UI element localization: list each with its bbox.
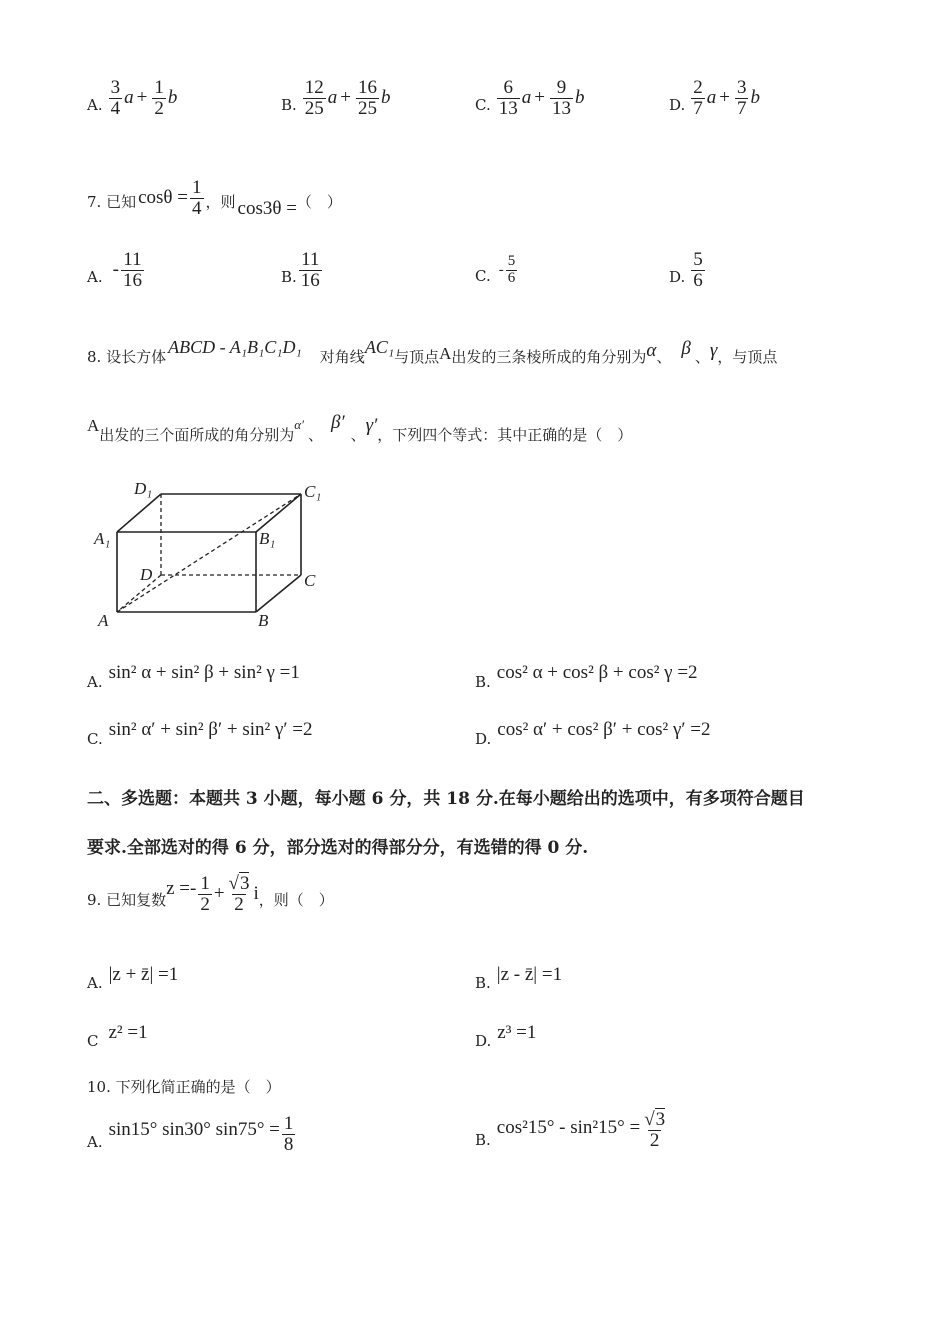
q9-option-c: C z² =1 — [87, 1022, 148, 1050]
label-B: B — [258, 611, 269, 630]
fraction: $\frac{5}{6}$ — [507, 253, 516, 286]
label-A1: A₁ — [94, 529, 111, 548]
label-C: C — [304, 571, 316, 590]
fraction: $\frac{16}{25}$ — [358, 77, 378, 119]
edge-DA — [117, 575, 161, 612]
label-B1: B₁ — [259, 529, 276, 548]
option-label: B. — [281, 96, 297, 115]
q6-option-d: D. $\frac{2}{7}$ a + $\frac{3}{7}$ b — [669, 77, 760, 119]
q8-option-d: D. cos² α′ + cos² β′ + cos² γ′ =2 — [475, 719, 711, 748]
q8-stem-line2: A 出发的三个面所成的角分别为 α′ 、 β′ 、 γ′ ，下列四个等式：其中正确的是（ ） — [87, 411, 633, 444]
fraction: $\frac{√3}{2}$ — [644, 1109, 666, 1151]
q8-option-b: B. cos² α + cos² β + cos² γ =2 — [475, 662, 698, 691]
fraction: $\frac{6}{13}$ — [498, 77, 518, 119]
q10-option-b: B. cos²15° - sin²15° = $\frac{√3}{2}$ — [475, 1109, 666, 1151]
q8-option-c: C. sin² α′ + sin² β′ + sin² γ′ =2 — [87, 719, 313, 748]
q8-option-a: A. sin² α + sin² β + sin² γ =1 — [87, 662, 300, 691]
fraction: $\frac{1}{2}$ — [200, 873, 210, 915]
q9-option-a: A. |z + z̄| =1 — [87, 964, 179, 992]
fraction: $\frac{3}{7}$ — [736, 77, 747, 119]
fraction: $\frac{9}{13}$ — [551, 77, 571, 119]
option-label: D. — [669, 96, 686, 115]
q7-stem: 7. 已知 cosθ = $\frac{1}{4}$ ，则 cos3θ = （ ） — [87, 176, 342, 219]
section-heading-line1: 二、多选题：本题共 3 小题，每小题 6 分，共 18 分.在每小题给出的选项中，有多项符合题目 — [87, 789, 805, 809]
question-number: 9. 已知复数 — [87, 890, 167, 909]
label-A: A — [98, 611, 109, 630]
q6-option-c: C. $\frac{6}{13}$ a + $\frac{9}{13}$ b — [475, 77, 585, 119]
q6-option-a: A. $\frac{3}{4}$ a + $\frac{1}{2}$ b — [87, 77, 178, 119]
q6-option-b: B. $\frac{12}{25}$ a + $\frac{16}{25}$ b — [281, 77, 391, 119]
fraction: $\frac{11}{16}$ — [300, 249, 320, 291]
option-label: C. — [475, 96, 491, 115]
q9-stem: 9. 已知复数 z =- $\frac{1}{2}$ + $\frac{√3}{2}$ i ，则（ ） — [87, 873, 334, 915]
diagonal-AC1 — [117, 494, 301, 612]
fraction: $\frac{11}{16}$ — [122, 249, 142, 291]
option-label: A. — [87, 96, 103, 115]
ask-expr: cos3θ = — [237, 198, 297, 219]
fraction: $\frac{1}{2}$ — [154, 77, 164, 119]
cuboid-figure — [90, 470, 340, 640]
edge-A1D1 — [117, 494, 161, 532]
edge-C1B1 — [256, 494, 301, 532]
q9-option-d: D. z³ =1 — [475, 1022, 537, 1050]
label-D: D — [140, 565, 153, 584]
fraction: $\frac{3}{4}$ — [110, 77, 121, 119]
fraction: $\frac{2}{7}$ — [693, 77, 703, 119]
q9-option-b: B. |z - z̄| =1 — [475, 964, 563, 992]
box-name: ABCD - A₁B₁C₁D₁ — [168, 337, 302, 357]
fraction: $\frac{1}{8}$ — [283, 1113, 294, 1155]
q10-stem: 10. 下列化简正确的是（ ） — [87, 1078, 281, 1096]
fraction: $\frac{√3}{2}$ — [228, 873, 250, 915]
q7-option-d: D. $\frac{5}{6}$ — [669, 249, 703, 291]
question-number: 7. 已知 — [87, 192, 137, 211]
q7-option-b: B. $\frac{11}{16}$ — [281, 249, 320, 291]
fraction: $\frac{1}{4}$ — [192, 176, 202, 219]
fraction: $\frac{12}{25}$ — [304, 77, 324, 119]
q8-stem-line1: 8. 设长方体 ABCD - A₁B₁C₁D₁ 对角线 AC₁ 与顶点 A 出发的三条棱所成的角分别为 α 、 β 、 γ ，与顶点 — [87, 337, 778, 366]
section-heading-line2: 要求.全部选对的得 6 分，部分选对的得部分分，有选错的得 0 分. — [87, 838, 589, 858]
edge-CB — [256, 575, 301, 612]
q7-option-a: A. - $\frac{11}{16}$ — [87, 249, 142, 291]
diagonal: AC₁ — [364, 337, 395, 357]
given-lhs: cosθ = — [138, 187, 188, 208]
label-D1: D₁ — [134, 479, 153, 498]
q7-option-c: C. - $\frac{5}{6}$ — [475, 253, 516, 286]
label-C1: C₁ — [304, 482, 322, 501]
q10-option-a: A. sin15° sin30° sin75° = $\frac{1}{8}$ — [87, 1113, 294, 1155]
fraction: $\frac{5}{6}$ — [693, 249, 703, 291]
question-number: 8. 设长方体 — [87, 348, 167, 366]
